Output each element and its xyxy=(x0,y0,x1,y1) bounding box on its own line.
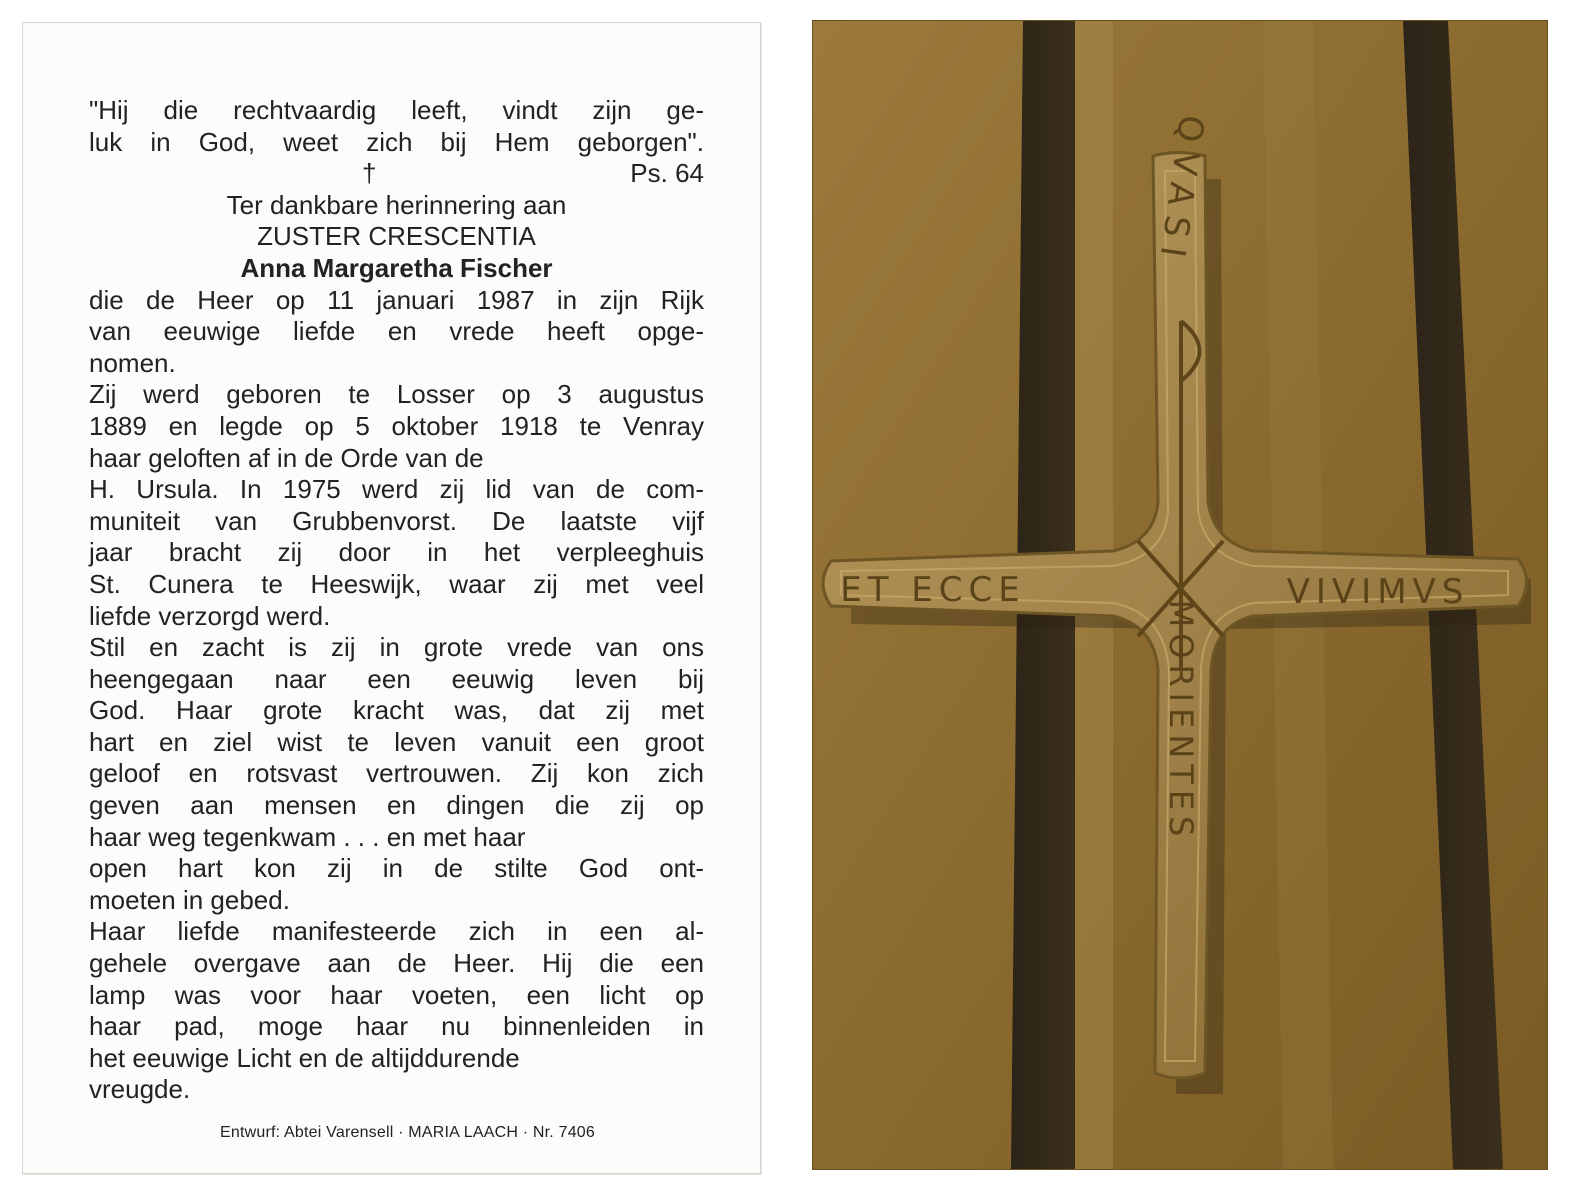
body-line: haar weg tegenkwam . . . en met haar xyxy=(89,821,526,852)
body-line: haar pad, moge haar nu binnenleiden in xyxy=(89,1011,704,1042)
body-line: hart en ziel wist te leven vanuit een groot xyxy=(89,726,704,757)
body-line: die de Heer op 11 januari 1987 in zijn Rijk xyxy=(89,284,704,315)
body-line: jaar bracht zij door in het verpleeghuis xyxy=(89,537,704,568)
memorial-card-text-side xyxy=(22,22,761,1174)
inscription-et-ecce: ET ECCE xyxy=(840,570,1026,610)
body-line: heengegaan naar een eeuwig leven bij xyxy=(89,663,704,694)
cross-symbol: † xyxy=(362,158,377,189)
quote-line-1: "Hij die rechtvaardig leeft, vindt zijn ge- xyxy=(89,95,704,125)
inscription-vivimus: VIVIMVS xyxy=(1286,572,1470,612)
sister-title: ZUSTER CRESCENTIA xyxy=(257,221,536,252)
body-line: St. Cunera te Heeswijk, waar zij met veel xyxy=(89,568,704,599)
body-line: liefde verzorgd werd. xyxy=(89,600,331,631)
body-line: van eeuwige liefde en vrede heeft opge- xyxy=(89,316,704,347)
memorial-card-image-side xyxy=(812,20,1548,1170)
body-line: Haar liefde manifesteerde zich in een al- xyxy=(89,916,704,947)
intro-line: Ter dankbare herinnering aan xyxy=(226,189,567,220)
quote-line-2: luk in God, weet zich bij Hem geborgen". xyxy=(89,126,704,157)
body-line: vreugde. xyxy=(89,1074,191,1105)
inscription-morientes: MORIENTES xyxy=(1162,599,1200,843)
body-line: Stil en zacht is zij in grote vrede van ons xyxy=(89,632,704,663)
body-line: moeten in gebed. xyxy=(89,884,290,915)
body-line: muniteit van Grubbenvorst. De laatste vijf xyxy=(89,505,704,536)
inscription-quasi-text: QVASI xyxy=(1150,112,1212,270)
body-line: haar geloften af in de Orde van de xyxy=(89,442,484,473)
psalm-reference: Ps. 64 xyxy=(630,158,704,189)
memorial-text-column xyxy=(89,95,704,1106)
body-line: open hart kon zij in de stilte God ont- xyxy=(89,853,704,884)
cross-photo xyxy=(813,21,1547,1169)
body-line: H. Ursula. In 1975 werd zij lid van de com- xyxy=(89,474,704,505)
cross-psalm-line xyxy=(89,158,704,190)
body-line: lamp was voor haar voeten, een licht op xyxy=(89,979,704,1010)
body-line: 1889 en legde op 5 oktober 1918 te Venray xyxy=(89,410,704,441)
body-line: Zij werd geboren te Losser op 3 augustus xyxy=(89,379,704,410)
body-line: gehele overgave aan de Heer. Hij die een xyxy=(89,948,704,979)
body-line: het eeuwige Licht en de altijddurende xyxy=(89,1042,520,1073)
body-line: geloof en rotsvast vertrouwen. Zij kon zich xyxy=(89,758,704,789)
body-line: God. Haar grote kracht was, dat zij met xyxy=(89,695,704,726)
publisher-footer: Entwurf: Abtei Varensell · MARIA LAACH · Nr. 7406 xyxy=(220,1124,595,1141)
body-line: geven aan mensen en dingen die zij op xyxy=(89,790,704,821)
body-line: nomen. xyxy=(89,347,176,378)
full-name: Anna Margaretha Fischer xyxy=(240,252,553,283)
